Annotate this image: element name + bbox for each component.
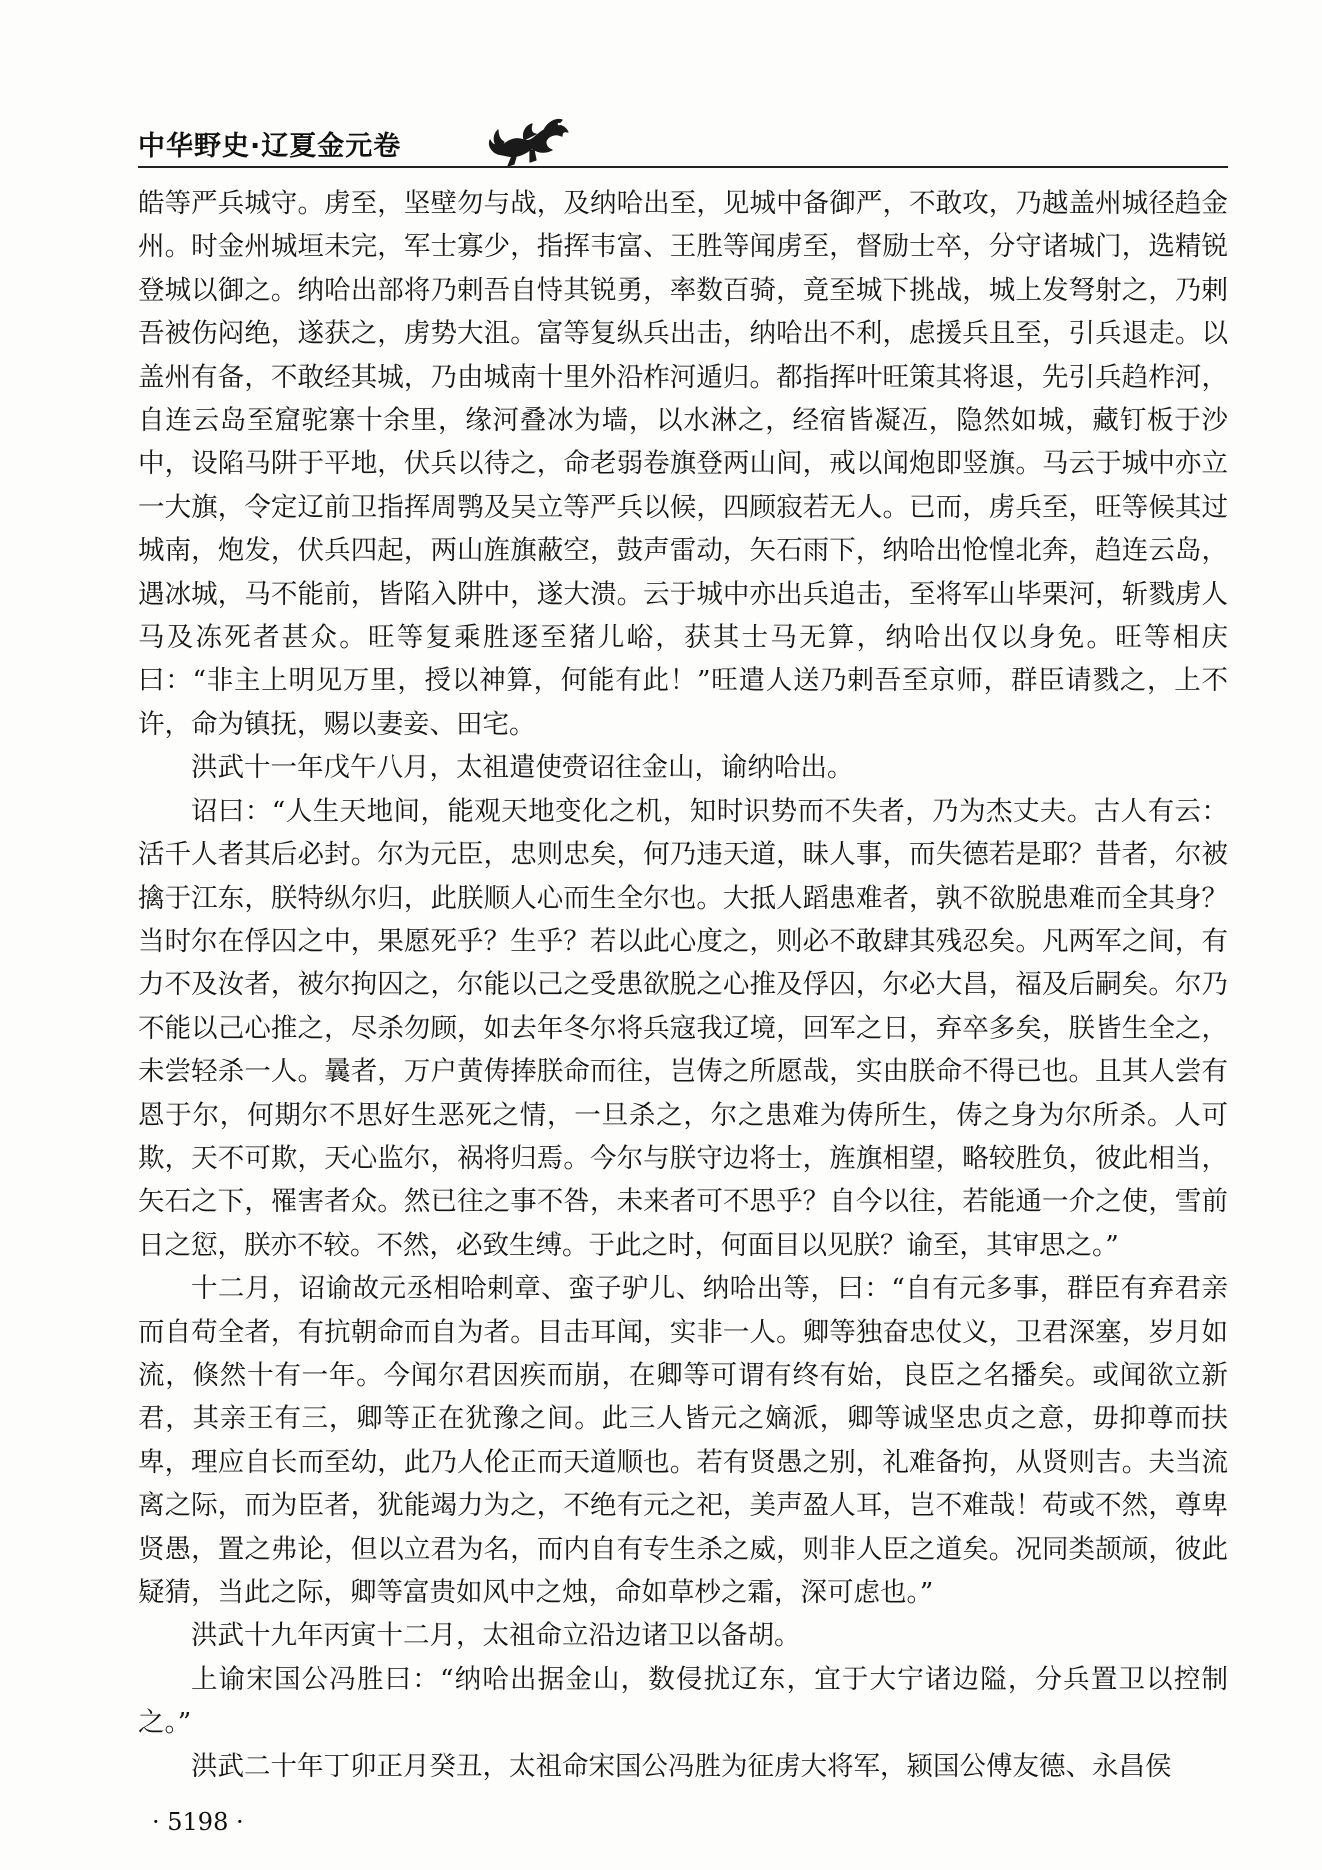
- paragraph: 洪武十九年丙寅十二月，太祖命立沿边诸卫以备胡。: [191, 1620, 801, 1652]
- paragraph: 上谕宋国公冯胜曰：“纳哈出据金山，数侵扰辽东，宜于大宁诸边隘，分兵置卫以控制之。”: [138, 1663, 1228, 1739]
- paragraph: 皓等严兵城守。虏至，坚壁勿与战，及纳哈出至，见城中备御严，不敢攻，乃越盖州城径趋金州。时金州城垣未完，军士寡少，指挥韦富、王胜等闻虏至，督励士卒，分守诸城门，选精锐登城以御之。纳哈出部将乃剌吾自恃其锐勇，率数百骑，竟至城下挑战，城上发弩射之，乃剌吾被伤闷绝，遂获之，虏势大沮。富等复纵兵出击，纳哈出不利，虑援兵且至，引兵退走。以盖州有备，不敢经其城，乃由城南十里外沿柞河遁归。都指挥叶旺策其将退，先引兵趋柞河，自连云岛至窟驼寨十余里，缘河叠冰为墙，以水淋之，经宿皆凝冱，隐然如城，藏钉板于沙中，设陷马阱于平地，伏兵以待之，命老弱卷旗登两山间，戒以闻炮即竖旗。马云于城中亦立一大旗，令定辽前卫指挥周鹗及吴立等严兵以候，四顾寂若无人。已而，虏兵至，旺等候其过城南，炮发，伏兵四起，两山旌旗蔽空，鼓声雷动，矢石雨下，纳哈出怆惶北奔，趋连云岛，遇冰城，马不能前，皆陷入阱中，遂大溃。云于城中亦出兵追击，至将军山毕栗河，斩戮虏人马及冻死者甚众。旺等复乘胜逐至猪儿峪，获其士马无算，纳哈出仅以身免。旺等相庆曰：“非主上明见万里，授以神算，何能有此！”旺遣人送乃剌吾至京师，群臣请戮之，上不许，命为镇抚，赐以妻妾、田宅。: [138, 188, 1228, 740]
- running-header: [138, 118, 1228, 174]
- page-number: · 5198 ·: [152, 1808, 244, 1836]
- paragraph: 洪武十一年戊午八月，太祖遣使赍诏往金山，谕纳哈出。: [191, 752, 854, 784]
- dragon-emblem-icon: [478, 112, 578, 172]
- paragraph: 十二月，诏谕故元丞相哈剌章、蛮子驴儿、纳哈出等，曰：“自有元多事，群臣有弃君亲而自苟全者，有抗朝命而自为者。目击耳闻，实非一人。卿等独奋忠仗义，卫君深塞，岁月如流，倏然十有一年。今闻尔君因疾而崩，在卿等可谓有终有始，良臣之名播矣。或闻欲立新君，其亲王有三，卿等正在犹豫之间。此三人皆元之嫡派，卿等诚坚忠贞之意，毋抑尊而扶卑，理应自长而至幼，此乃人伦正而天道顺也。若有贤愚之别，礼难备拘，从贤则吉。夫当流离之际，而为臣者，犹能竭力为之，不绝有元之祀，美声盈人耳，岂不难哉！苟或不然，尊卑贤愚，置之弗论，但以立君为名，而内自有专生杀之威，则非人臣之道矣。况同类颉颃，彼此疑猜，当此之际，卿等富贵如风中之烛，命如草杪之霜，深可虑也。”: [138, 1273, 1228, 1608]
- header-divider: [138, 166, 1228, 168]
- paragraph: 诏曰：“人生天地间，能观天地变化之机，知时识势而不失者，乃为杰丈夫。古人有云：活千人者其后必封。尔为元臣，忠则忠矣，何乃违天道，昧人事，而失德若是耶？昔者，尔被擒于江东，朕特纵尔归，此朕顺人心而生全尔也。大抵人蹈患难者，孰不欲脱患难而全其身？当时尔在俘囚之中，果愿死乎？生乎？若以此心度之，则必不敢肆其残忍矣。凡两军之间，有力不及汝者，被尔拘囚之，尔能以己之受患欲脱之心推及俘囚，尔必大昌，福及后嗣矣。尔乃不能以己心推之，尽杀勿顾，如去年冬尔将兵寇我辽境，回军之日，弃卒多矣，朕皆生全之，未尝轻杀一人。曩者，万户黄俦捧朕命而往，岂俦之所愿哉，实由朕命不得已也。且其人尝有恩于尔，何期尔不思好生恶死之情，一旦杀之，尔之患难为俦所生，俦之身为尔所杀。人可欺，天不可欺，天心监尔，祸将归焉。今尔与朕守边将士，旌旗相望，略较胜负，彼此相当，矢石之下，罹害者众。然已往之事不咎，未来者可不思乎？自今以往，若能通一介之使，雪前日之愆，朕亦不较。不然，必致生缚。于此之时，何面目以见朕？谕至，其审思之。”: [138, 795, 1228, 1261]
- main-text: [138, 182, 1228, 1788]
- running-header-title: 中华野史·辽夏金元卷: [138, 131, 402, 162]
- paragraph: 洪武二十年丁卯正月癸丑，太祖命宋国公冯胜为征虏大将军，颍国公傅友德、永昌侯: [191, 1750, 1172, 1782]
